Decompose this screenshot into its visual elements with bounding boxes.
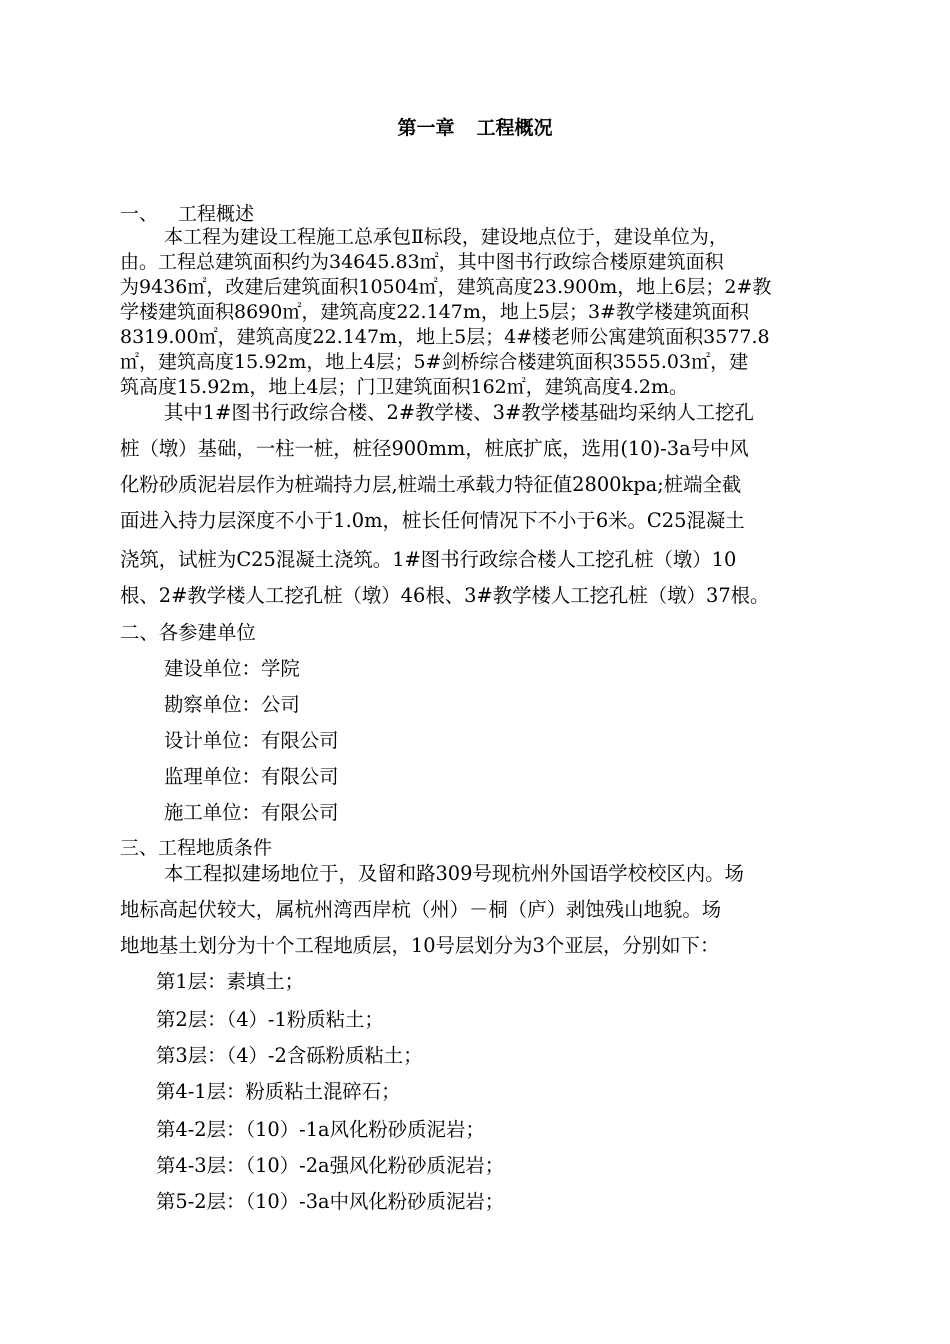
para2-line: 根、2#教学楼人工挖孔桩（墩）46根、3#教学楼人工挖孔桩（墩）37根。: [120, 584, 770, 607]
layer-item: 第3层：（4）-2含砾粉质粘土；: [156, 1044, 423, 1067]
para3-line: 地标高起伏较大，属杭州湾西岸杭（州）－桐（庐）剥蚀残山地貌。场: [120, 898, 722, 921]
section1-title: 工程概述: [178, 203, 255, 225]
chapter-title: 工程概况: [476, 117, 553, 139]
layer-item: 第4-2层：（10）-1a风化粉砂质泥岩；: [156, 1118, 485, 1141]
para1-line: 由。工程总建筑面积约为34645.83㎡，其中图书行政综合楼原建筑面积: [120, 251, 724, 273]
para1-line: ㎡，建筑高度15.92m，地上4层；5#剑桥综合楼建筑面积3555.03㎡，建: [120, 351, 749, 373]
unit-line: 建设单位：学院: [164, 657, 300, 680]
chapter-number: 第一章: [397, 117, 455, 139]
unit-line: 施工单位：有限公司: [164, 801, 339, 824]
section3-heading: 三、工程地质条件: [120, 837, 273, 859]
section2-heading: 二、各参建单位: [120, 621, 256, 644]
layer-item: 第2层：（4）-1粉质粘土；: [156, 1008, 384, 1031]
layer-item: 第5-2层：（10）-3a中风化粉砂质泥岩；: [156, 1190, 505, 1213]
unit-line: 勘察单位：公司: [164, 693, 300, 716]
unit-line: 设计单位：有限公司: [164, 729, 339, 752]
para2-line: 浇筑，试桩为C25混凝土浇筑。1#图书行政综合楼人工挖孔桩（墩）10: [120, 548, 737, 571]
para3-line: 地地基土划分为十个工程地质层，10号层划分为3个亚层，分别如下：: [120, 934, 720, 957]
para2-line: 桩（墩）基础，一柱一桩，桩径900mm，桩底扩底，选用(10)-3a号中风: [120, 437, 749, 460]
para2-line: 其中1#图书行政综合楼、2#教学楼、3#教学楼基础均采纳人工挖孔: [164, 401, 754, 424]
para1-line: 为9436㎡，改建后建筑面积10504㎡，建筑高度23.900m，地上6层；2#教: [120, 276, 772, 298]
para1-line: 本工程为建设工程施工总承包Ⅱ标段，建设地点位于，建设单位为，: [164, 226, 728, 248]
para1-line: 筑高度15.92m，地上4层；门卫建筑面积162㎡，建筑高度4.2m。: [120, 376, 688, 398]
layer-item: 第4-1层：粉质粘土混碎石；: [156, 1080, 401, 1103]
unit-line: 监理单位：有限公司: [164, 765, 339, 788]
layer-item: 第4-3层：（10）-2a强风化粉砂质泥岩；: [156, 1154, 505, 1177]
section1-number: 一、: [120, 203, 159, 225]
para3-line: 本工程拟建场地位于，及留和路309号现杭州外国语学校校区内。场: [164, 862, 744, 885]
para2-line: 化粉砂质泥岩层作为桩端持力层,桩端土承载力特征值2800kpa;桩端全截: [120, 473, 742, 496]
layer-item: 第1层：素填土；: [156, 970, 305, 993]
page-title: [0, 113, 950, 140]
para2-line: 面进入持力层深度不小于1.0m，桩长任何情况下不小于6米。C25混凝土: [120, 509, 745, 532]
para1-line: 学楼建筑面积8690㎡，建筑高度22.147m，地上5层；3#教学楼建筑面积: [120, 301, 749, 323]
para1-line: 8319.00㎡，建筑高度22.147m，地上5层；4#楼老师公寓建筑面积3577.8: [120, 326, 770, 348]
